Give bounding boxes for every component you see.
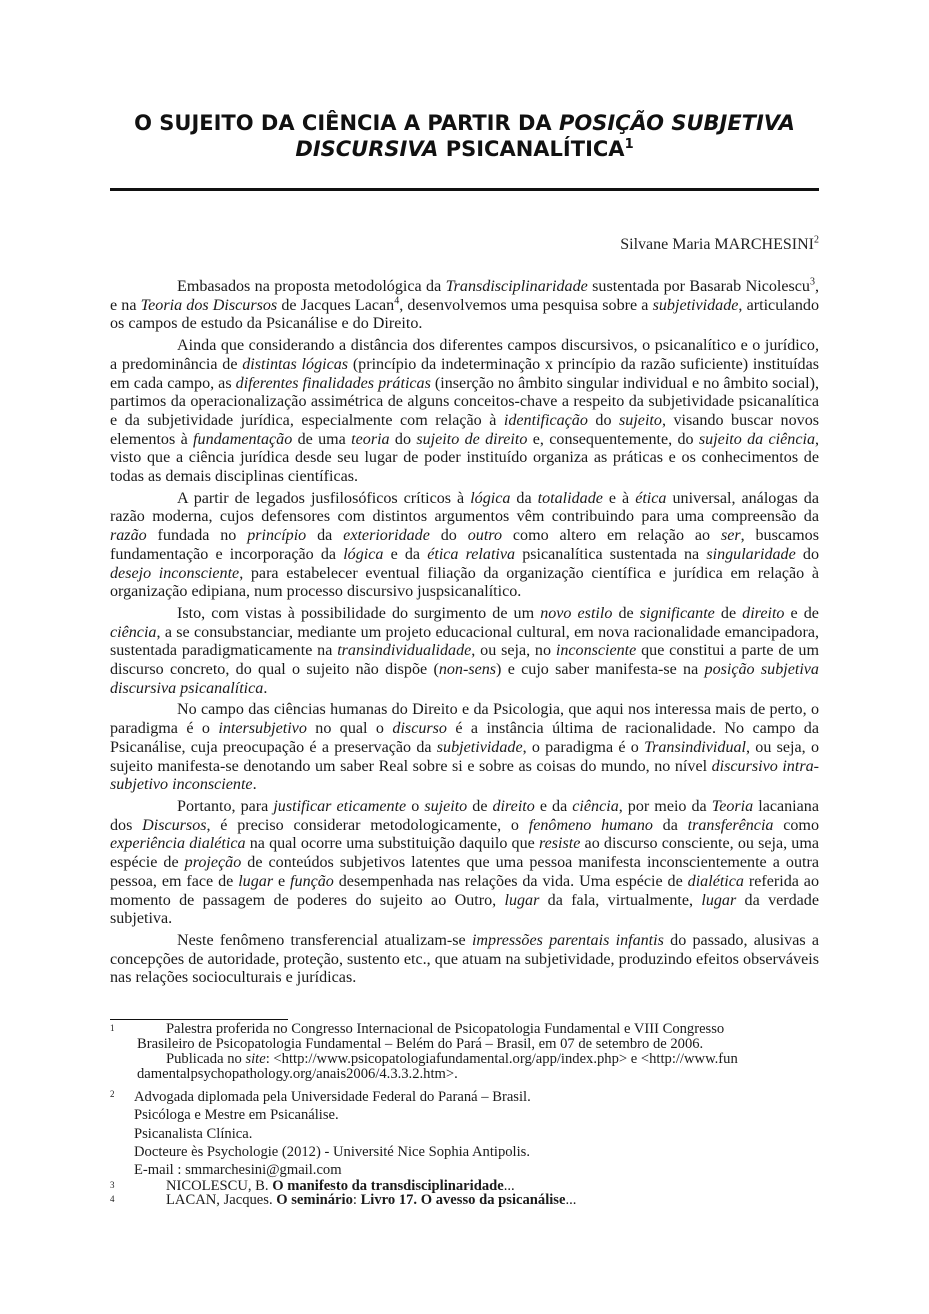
footnote-1	[110, 1022, 819, 1082]
footnote-text-run: ...	[565, 1192, 577, 1209]
text-run: do passado, alusivas a concepções de autoridade, proteção, sustento etc., que atuam na subjetividade, produzindo efeitos observáveis nas relações socioculturais e jurídicas.	[110, 931, 820, 987]
footnote-3-mark: 3	[110, 1180, 115, 1191]
footnote-ref-4[interactable]: 4	[394, 295, 400, 307]
italic-term: resiste	[538, 835, 581, 853]
text-run: e à	[602, 489, 636, 507]
footnote-4-mark: 4	[110, 1194, 115, 1205]
footnotes	[110, 1022, 819, 1207]
text-run: de	[612, 604, 640, 622]
text-run: é a instância última de racionalidade. No campo da Psicanálise, cuja preocupação é a preservação da	[110, 720, 819, 756]
footnote-text-run: O manifesto da transdisciplinaridade	[272, 1178, 504, 1195]
text-run: o	[406, 797, 425, 815]
text-run: , visto que a ciência jurídica desde seu lugar de poder instituído organiza as práticas e os conhecimentos de todas as demais disciplinas científicas.	[110, 430, 820, 486]
text-run: de Jacques Lacan	[277, 296, 395, 314]
italic-term: função	[290, 872, 334, 890]
text-run: , o paradigma é o	[522, 738, 645, 756]
italic-term: fundamentação	[193, 430, 293, 448]
page-title	[110, 110, 819, 162]
italic-term: subjetividade	[652, 296, 739, 314]
italic-term: sujeito	[424, 797, 468, 815]
text-run: A partir de legados jusfilosóficos críticos à	[177, 489, 471, 507]
footnote-text-run: :	[352, 1192, 361, 1209]
text-run: e da	[383, 545, 428, 563]
text-run: da verdade subjetiva.	[110, 891, 819, 928]
paragraph-5	[110, 701, 819, 795]
text-run: ) e cujo saber manifesta-se na	[496, 661, 705, 679]
footnote-text-run: : <http://www.psicopatologiafundamental.org/app/index.php> e <http://www.fun	[265, 1051, 738, 1067]
text-run: psicanalítica sustentada na	[515, 545, 707, 563]
title-divider	[110, 188, 819, 191]
italic-term: justificar eticamente	[273, 797, 407, 815]
text-run: e, consequentemente, do	[527, 430, 699, 448]
text-run: , é preciso considerar metodologicamente, o	[206, 816, 529, 834]
italic-term: direito	[492, 797, 535, 815]
text-run: , a se consubstanciar, mediante um projeto educacional cultural, em nova racionalidade emancipadora, sustentada paradigmaticamente na	[110, 623, 819, 660]
italic-term: Teoria	[711, 797, 754, 815]
text-run: sustentada por Basarab Nicolescu	[587, 278, 810, 295]
italic-term: transferência	[687, 816, 774, 834]
text-run: , por meio da	[618, 797, 712, 815]
footnote-text-run: LACAN, Jacques.	[166, 1192, 277, 1209]
italic-term: lugar	[701, 891, 737, 909]
text-run: (princípio da indeterminação x princípio da razão suficiente) instituídas em cada campo, as	[110, 355, 820, 392]
text-run: na qual ocorre uma substituição daquilo que	[245, 835, 539, 853]
text-run: e da	[534, 797, 573, 815]
italic-term: fenômeno humano	[528, 816, 653, 834]
footnote-1-line-4: damentalpsychopathology.org/anais2006/4.3.3.2.htm>.	[137, 1066, 458, 1082]
footnote-2-mark: 2	[110, 1089, 115, 1099]
text-run: como altero em relação ao	[502, 527, 721, 545]
italic-term: novo estilo	[540, 604, 613, 622]
text-run: Isto, com vistas à possibilidade do surgimento de um	[177, 604, 541, 622]
italic-term: experiência dialética	[110, 835, 246, 853]
italic-term: outro	[467, 527, 502, 545]
italic-term: non-sens	[438, 661, 497, 679]
italic-term: dialética	[687, 872, 744, 890]
text-run: , desenvolvemos uma pesquisa sobre a	[399, 296, 653, 314]
text-run: referida ao momento de passagem de poderes do sujeito ao Outro,	[110, 872, 819, 909]
italic-term: diferentes finalidades práticas	[235, 374, 431, 392]
text-run: e	[273, 872, 291, 890]
text-run: (inserção no âmbito singular individual e no âmbito social), partimos da operacionalização assimétrica de alguns conceitos-chave a respeito da subjetividade psicanalítica e da subjetividade jurídica, especialmente com relação à	[110, 374, 819, 429]
text-run: fundada no	[146, 527, 248, 545]
italic-term: sujeito	[619, 411, 662, 429]
footnote-text-run: ...	[503, 1178, 515, 1195]
italic-term: ciência	[572, 797, 619, 815]
text-run: da	[306, 527, 344, 545]
italic-term: subjetividade	[436, 738, 523, 756]
text-run: , buscamos fundamentação e incorporação da	[110, 527, 819, 563]
italic-term: ciência	[110, 623, 157, 641]
text-run: Portanto, para	[177, 797, 274, 815]
footnote-text-run: O seminário	[276, 1192, 353, 1209]
italic-term: razão	[110, 527, 147, 545]
text-run: universal, análogas da razão moderna, cujos defensores com distintos argumentos vêm contribuindo para uma compreensão da	[110, 489, 819, 526]
italic-term: ser	[720, 527, 741, 545]
footnote-2-line: Psicanalista Clínica.	[134, 1125, 253, 1142]
text-run: da	[652, 816, 688, 834]
footnote-3-citation	[110, 1179, 819, 1193]
footnote-1-mark: 1	[110, 1023, 115, 1033]
text-run: e de	[784, 604, 819, 622]
text-run: , articulando os campos de estudo da Psicanálise e do Direito.	[110, 296, 819, 333]
footnote-4	[110, 1193, 819, 1207]
title-footnote-ref[interactable]: 1	[624, 137, 634, 152]
italic-term: discursivo intra-subjetivo inconsciente	[110, 757, 819, 794]
italic-term: impressões parentais infantis	[471, 931, 664, 949]
paragraph-6	[110, 798, 819, 929]
text-run: do	[795, 545, 819, 563]
text-run: de conteúdos subjetivos latentes que uma pessoa manifesta inconscientemente a outra pessoa, em face de	[110, 854, 819, 890]
italic-term: lugar	[504, 891, 540, 909]
italic-term: direito	[742, 604, 785, 622]
italic-term: Discursos	[142, 816, 207, 834]
italic-term: intersubjetivo	[218, 720, 307, 738]
text-run: ao discurso consciente, ou seja, uma espécie de	[110, 835, 819, 872]
italic-term: desejo inconsciente	[110, 564, 240, 582]
italic-term: posição subjetiva discursiva psicanalítica	[110, 661, 819, 697]
text-run: lacaniana dos	[110, 797, 819, 834]
italic-term: lógica	[343, 545, 384, 563]
footnote-2-line: Docteure ès Psychologie (2012) - Université Nice Sophia Antipolis.	[134, 1143, 530, 1160]
text-run: Ainda que considerando a distância dos diferentes campos discursivos, o psicanalítico e o jurídico, a predominância de	[110, 337, 819, 373]
author-line	[620, 235, 819, 255]
footnote-4-citation	[110, 1193, 819, 1207]
italic-term: projeção	[184, 854, 242, 872]
paragraph-4	[110, 605, 819, 699]
italic-term: ética relativa	[427, 545, 516, 563]
text-run: da fala, virtualmente,	[539, 891, 702, 909]
text-run: do	[429, 527, 468, 545]
italic-term: Transindividual	[644, 738, 747, 756]
italic-term: ética	[635, 489, 667, 507]
italic-term: lugar	[238, 872, 274, 890]
text-run: do	[587, 411, 620, 429]
italic-term: identificação	[503, 411, 588, 429]
italic-term: princípio	[247, 527, 307, 545]
paragraph-3	[110, 490, 819, 602]
footnote-2-email[interactable]: E-mail : smmarchesini@gmail.com	[134, 1162, 342, 1179]
paragraph-7	[110, 932, 819, 988]
text-run: da	[510, 489, 538, 507]
italic-term: singularidade	[706, 545, 796, 563]
italic-term: transindividualidade	[337, 642, 472, 660]
italic-term: teoria	[351, 430, 390, 448]
paragraph-1	[110, 278, 819, 334]
italic-term: lógica	[470, 489, 511, 507]
italic-term: discurso	[392, 720, 447, 738]
footnote-text-run: NICOLESCU, B.	[166, 1178, 273, 1195]
text-run: , para estabelecer eventual filiação da organização científica e jurídica em relação à organização edipiana, num processo discursivo juspsicanalítico.	[110, 564, 819, 601]
footnote-text-run: site	[245, 1051, 266, 1067]
footnote-1-line-2: Brasileiro de Psicopatologia Fundamental – Belém do Pará – Brasil, em 07 de setembro de 2006.	[137, 1036, 704, 1052]
title-part-2: PSICANALÍTICA	[438, 137, 625, 161]
footnote-2-line: Psicóloga e Mestre em Psicanálise.	[134, 1107, 339, 1124]
text-run: desempenhada nas relações da vida. Uma espécie de	[333, 872, 688, 890]
text-run: No campo das ciências humanas do Direito e da Psicologia, que aqui nos interessa mais de perto, o paradigma é o	[110, 701, 819, 738]
italic-term: totalidade	[537, 489, 603, 507]
footnote-separator	[110, 1019, 288, 1020]
footnote-3	[110, 1179, 819, 1193]
text-run: no qual o	[306, 720, 393, 738]
text-run: .	[263, 679, 268, 697]
text-run: do	[389, 430, 417, 448]
paragraph-2	[110, 337, 819, 487]
text-run: , e na	[110, 278, 819, 314]
italic-term: inconsciente	[555, 642, 637, 660]
text-run: Neste fenômeno transferencial atualizam-se	[177, 931, 472, 949]
title-italic-2: DISCURSIVA	[295, 137, 439, 161]
text-run: como	[773, 816, 819, 834]
text-run: de	[714, 604, 743, 622]
author-name: Silvane Maria MARCHESINI	[620, 236, 814, 253]
italic-term: exterioridade	[343, 527, 430, 545]
footnote-1-line-3	[110, 1052, 819, 1067]
text-run: que constitui a parte de um discurso concreto, do qual o sujeito não dispõe (	[110, 642, 819, 679]
italic-term: distintas lógicas	[242, 355, 349, 373]
text-run: , ou seja, no	[471, 642, 556, 660]
italic-term: significante	[639, 604, 715, 622]
text-run: de uma	[292, 430, 352, 448]
body-text	[110, 278, 819, 991]
footnote-ref-3[interactable]: 3	[809, 276, 815, 288]
italic-term: Transdisciplinaridade	[445, 278, 588, 295]
text-run: , ou seja, o sujeito manifesta-se denotando um saber Real sobre si e sobre as coisas do mundo, no nível	[110, 738, 819, 775]
text-run: .	[252, 776, 257, 794]
italic-term: sujeito de direito	[416, 430, 528, 448]
italic-term: sujeito da ciência	[698, 430, 816, 448]
footnote-text-run: Livro 17. O avesso da psicanálise	[360, 1192, 566, 1209]
title-part-1: O SUJEITO DA CIÊNCIA A PARTIR DA	[134, 111, 559, 135]
text-run: , visando buscar novos elementos à	[110, 411, 820, 448]
author-footnote-ref[interactable]: 2	[814, 234, 819, 246]
footnote-text-run: Publicada no	[166, 1051, 246, 1067]
italic-term: Teoria dos Discursos	[140, 296, 278, 314]
title-italic-1: POSIÇÃO SUBJETIVA	[558, 111, 795, 135]
text-run: de	[467, 797, 493, 815]
footnote-2-line: Advogada diplomada pela Universidade Federal do Paraná – Brasil.	[134, 1089, 531, 1105]
footnote-1-line-1: Palestra proferida no Congresso Internacional de Psicopatologia Fundamental e VIII Congresso	[166, 1021, 725, 1037]
text-run: Embasados na proposta metodológica da	[177, 278, 446, 295]
footnote-2	[110, 1088, 819, 1179]
